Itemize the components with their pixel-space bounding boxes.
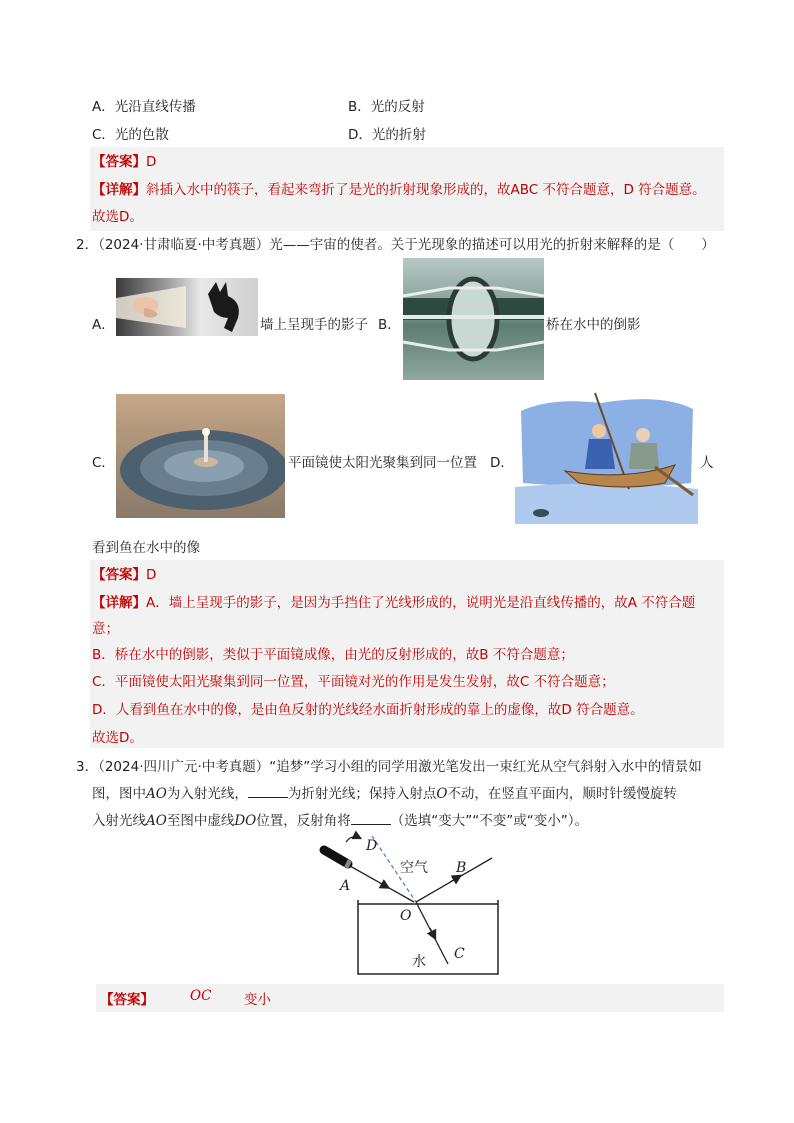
q3-stem-text: 图，图中	[92, 786, 146, 802]
laser-pen	[324, 850, 348, 864]
q2-detail-line-a	[92, 591, 695, 611]
label-d: D	[366, 838, 378, 854]
q2-conclusion: 故选D。	[92, 730, 143, 746]
q2-detail-line-d: D．人看到鱼在水中的像，是由鱼反射的光线经水面折射形成的靠上的虚像，故D 符合题意。	[92, 702, 644, 718]
q3-symbol: O	[436, 786, 448, 802]
answer-label: 【答案】	[92, 154, 146, 170]
rotation-arrow	[346, 837, 360, 842]
solar-mirror-field-image	[116, 394, 285, 518]
detail-label: 【详解】	[92, 182, 146, 198]
q3-stem-line-2	[92, 782, 677, 802]
water-container	[358, 900, 498, 974]
q2-detail-line-c: C．平面镜使太阳光聚集到同一位置，平面镜对光的作用是发生发射，故C 不符合题意；	[92, 674, 615, 690]
q1-option-a: A．光沿直线传播	[92, 99, 196, 115]
q2-option-a-letter: A．	[92, 317, 115, 333]
answer-value: D	[146, 567, 157, 583]
q1-answer-line	[92, 150, 156, 170]
bridge-reflection-image	[403, 258, 544, 380]
answer-label: 【答案】	[100, 992, 154, 1008]
fishing-boat-image	[515, 391, 698, 524]
q2-option-c-text: 平面镜使太阳光聚集到同一位置	[288, 455, 477, 471]
q3-blank-1[interactable]	[248, 785, 288, 798]
q3-stem-line-3	[92, 809, 588, 829]
q1-option-b: B．光的反射	[348, 99, 425, 115]
q3-stem-line-1: 3．（2024·四川广元·中考真题）“追梦”学习小组的同学用激光笔发出一束红光从空气斜射入水中的情景如	[76, 759, 702, 775]
detail-text: 斜插入水中的筷子，看起来弯折了是光的折射现象形成的，故ABC 不符合题意，D 符合题意。	[146, 182, 706, 198]
label-c: C	[454, 946, 465, 962]
detail-label: 【详解】	[92, 595, 146, 611]
q3-stem-text: 入射光线	[92, 813, 146, 829]
q3-blank-2[interactable]	[351, 812, 391, 825]
q2-detail-line-b: B．桥在水中的倒影，类似于平面镜成像，由光的反射形成的，故B 不符合题意；	[92, 647, 574, 663]
q3-symbol: DO	[234, 813, 257, 829]
q1-option-d: D．光的折射	[348, 127, 426, 143]
q3-stem-text: （选填“变大”“不变”或“变小”）。	[390, 813, 588, 829]
answer-value: D	[146, 154, 157, 170]
label-o: O	[400, 908, 412, 924]
q2-option-a-text: 墙上呈现手的影子	[260, 317, 368, 333]
q3-stem-text: 为折射光线；保持入射点	[287, 786, 437, 802]
q2-option-d-text-a: 人	[700, 455, 714, 471]
q3-symbol: AO	[146, 813, 167, 829]
q1-option-c: C．光的色散	[92, 127, 169, 143]
q2-option-d-text-b: 看到鱼在水中的像	[92, 540, 200, 556]
q1-detail-line	[92, 178, 706, 198]
q3-stem-text: 至图中虚线	[166, 813, 235, 829]
q2-option-c-letter: C．	[92, 455, 115, 471]
q3-stem-text: 为入射光线，	[166, 786, 248, 802]
label-water: 水	[412, 954, 426, 970]
detail-text: A．墙上呈现手的影子，是因为手挡住了光线形成的，说明光是沿直线传播的，故A 不符合题	[146, 595, 696, 611]
label-a: A	[340, 878, 351, 894]
hand-shadow-image	[116, 278, 258, 336]
answer-label: 【答案】	[92, 567, 146, 583]
q3-stem-text: 不动，在竖直平面内，顺时针缓慢旋转	[447, 786, 677, 802]
label-b: B	[456, 860, 467, 876]
q3-stem-text: 位置，反射角将	[256, 813, 351, 829]
refraction-diagram	[300, 828, 520, 980]
q3-answer-1: OC	[190, 988, 212, 1004]
q1-conclusion: 故选D。	[92, 209, 143, 225]
q3-answer-label	[100, 988, 154, 1008]
q3-answer-2: 变小	[244, 992, 271, 1008]
q2-answer-line	[92, 563, 156, 583]
q2-option-b-text: 桥在水中的倒影	[546, 317, 641, 333]
q2-detail-line-a-cont: 意；	[92, 621, 119, 637]
label-air: 空气	[400, 860, 428, 876]
q2-option-b-letter: B．	[378, 317, 401, 333]
q2-option-d-letter: D．	[490, 455, 514, 471]
q2-stem: 2．（2024·甘肃临夏·中考真题）光——宇宙的使者。关于光现象的描述可以用光的折射来解释的是（ ）	[76, 237, 715, 253]
q3-symbol: AO	[146, 786, 167, 802]
